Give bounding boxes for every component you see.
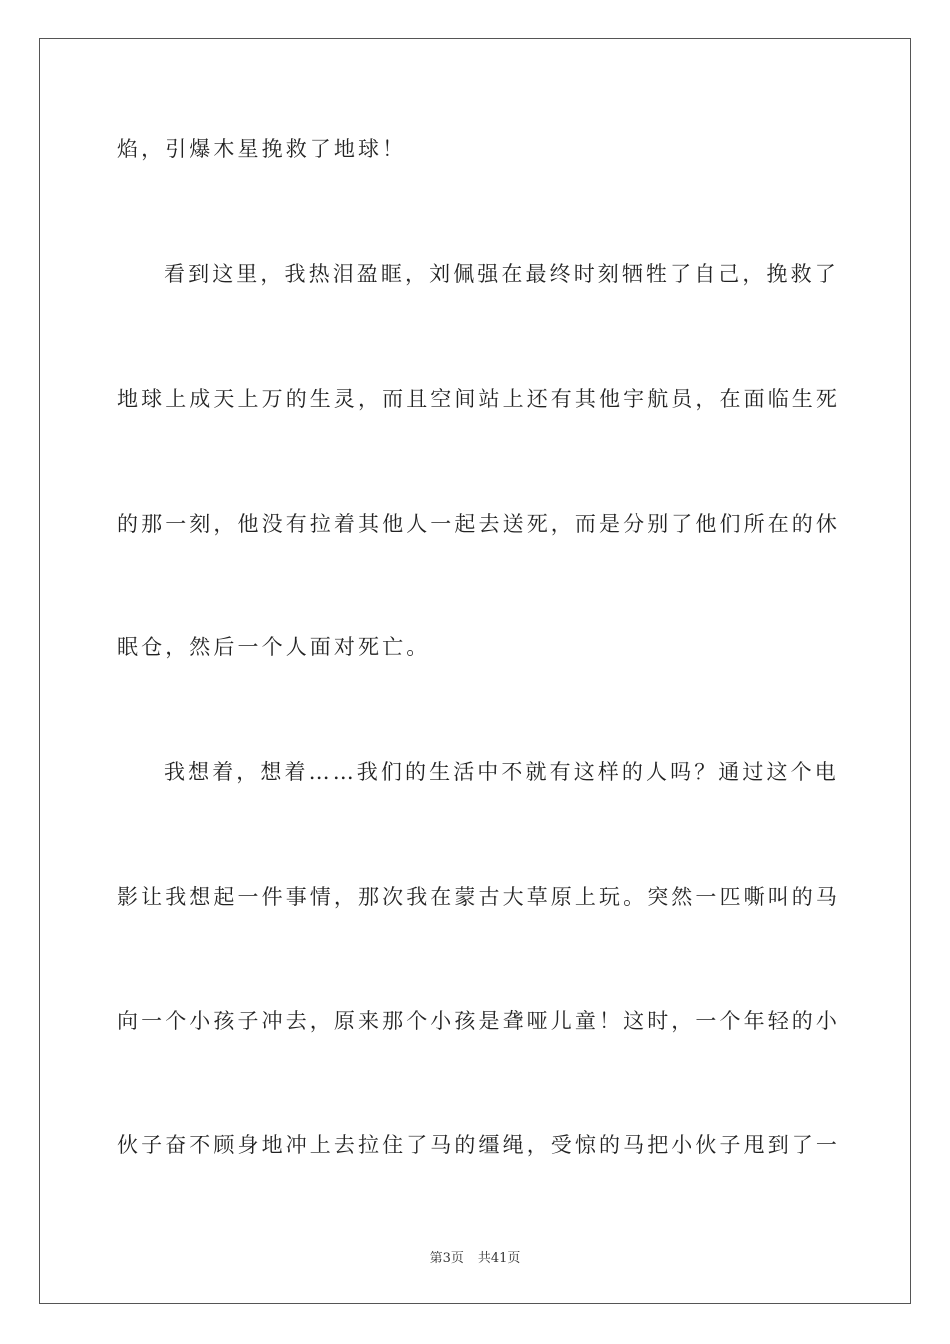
text-line-6: 我想着，想着……我们的生活中不就有这样的人吗？通过这个电: [164, 760, 839, 784]
text-line-8: 向一个小孩子冲去，原来那个小孩是聋哑儿童！这时，一个年轻的小: [117, 1009, 840, 1033]
page-number: 第3页: [429, 1251, 464, 1266]
text-line-9: 伙子奋不顾身地冲上去拉住了马的缰绳，受惊的马把小伙子甩到了一: [117, 1133, 840, 1157]
text-line-1: 焰，引爆木星挽救了地球！: [117, 137, 407, 161]
text-line-5: 眠仓，然后一个人面对死亡。: [117, 635, 431, 659]
page-total: 共41页: [477, 1251, 521, 1266]
page-border: [39, 38, 911, 1304]
page-footer: [0, 1247, 950, 1266]
text-line-3: 地球上成天上万的生灵，而且空间站上还有其他宇航员，在面临生死: [117, 387, 840, 411]
text-line-7: 影让我想起一件事情，那次我在蒙古大草原上玩。突然一匹嘶叫的马: [117, 885, 840, 909]
text-line-2: 看到这里，我热泪盈眶，刘佩强在最终时刻牺牲了自己，挽救了: [164, 262, 839, 286]
text-line-4: 的那一刻，他没有拉着其他人一起去送死，而是分别了他们所在的休: [117, 512, 840, 536]
